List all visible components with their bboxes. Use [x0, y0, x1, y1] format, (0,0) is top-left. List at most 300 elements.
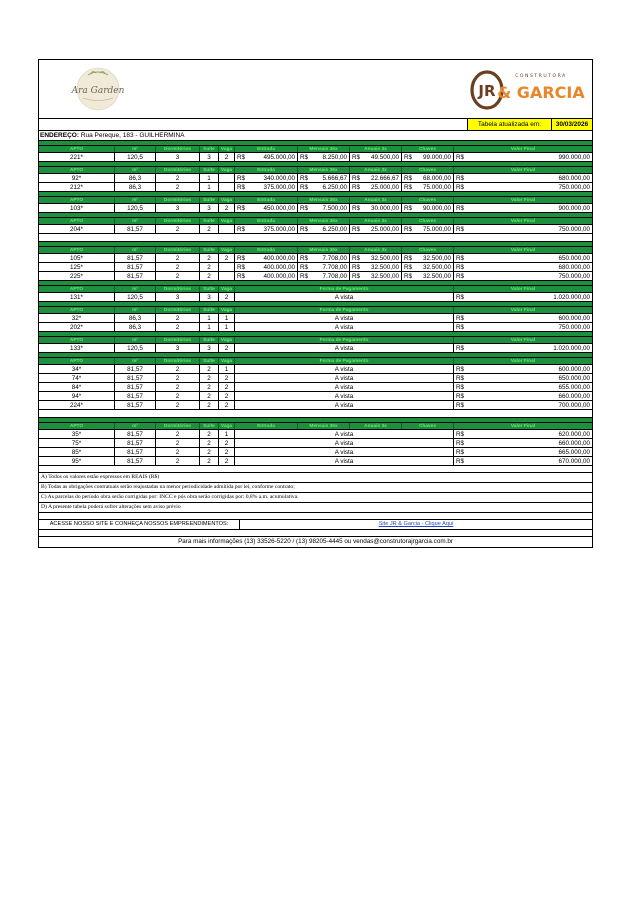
header-m2: m²	[115, 247, 156, 253]
header-vaga: Vaga	[219, 218, 235, 224]
anuais-cell	[350, 225, 402, 233]
entrada-cell	[235, 183, 298, 191]
apto-cell: 125*	[39, 263, 115, 271]
final-cell	[454, 204, 592, 212]
currency-symbol: R$	[456, 255, 465, 262]
currency-symbol: R$	[352, 154, 361, 161]
final-cell	[454, 439, 592, 447]
mensais-cell	[298, 254, 350, 262]
entrada-cell	[235, 153, 298, 161]
header-mensais: Mensais 36x	[298, 146, 350, 152]
currency-symbol: R$	[456, 449, 465, 456]
vaga-cell	[219, 183, 235, 191]
anuais-cell-value: 32.500,00	[370, 255, 399, 262]
currency-symbol: R$	[456, 345, 465, 352]
header-suite: Suíte	[200, 167, 219, 173]
suite-cell: 1	[200, 183, 219, 191]
table-row	[39, 254, 592, 263]
header-final: Valor Final	[510, 308, 536, 313]
currency-symbol: R$	[352, 226, 361, 233]
header-m2: m²	[115, 197, 156, 203]
address-prefix: ENDEREÇO:	[40, 132, 80, 139]
dorm-cell: 2	[156, 430, 200, 438]
currency-symbol: R$	[456, 175, 465, 182]
currency-symbol: R$	[404, 184, 413, 191]
header-mensais: Mensais 36x	[298, 423, 350, 429]
final-cell	[454, 457, 592, 465]
header-entrada: Entrada	[235, 167, 298, 173]
forma-cell: A vista	[235, 430, 454, 438]
chaves-cell-value: 75.000,00	[422, 226, 451, 233]
suite-cell: 3	[200, 344, 219, 352]
chaves-cell	[402, 174, 454, 182]
m2-cell: 81,57	[115, 365, 156, 373]
final-cell	[454, 153, 592, 161]
final-cell	[454, 374, 592, 382]
m2-cell: 86,3	[115, 183, 156, 191]
apto-cell: 202*	[39, 323, 115, 331]
vaga-cell	[219, 263, 235, 271]
address-text: Rua Pereque, 183 - GUILHERMINA	[80, 132, 185, 139]
logo-right-tag: CONSTRUTORA	[515, 74, 567, 79]
entrada-cell-value: 450.000,00	[263, 205, 295, 212]
header-entrada: Entrada	[235, 423, 298, 429]
suite-cell: 3	[200, 293, 219, 301]
forma-cell: A vista	[235, 314, 454, 322]
currency-symbol: R$	[456, 393, 465, 400]
dorm-cell: 2	[156, 174, 200, 182]
mensais-cell-value: 7.500,00	[322, 205, 347, 212]
currency-symbol: R$	[300, 205, 309, 212]
chaves-cell	[402, 225, 454, 233]
header-apto: APTO	[39, 146, 115, 152]
header-forma: Forma de Pagamento	[235, 307, 454, 313]
currency-symbol: R$	[404, 205, 413, 212]
final-cell	[454, 448, 592, 456]
header-m2: m²	[115, 307, 156, 313]
table-header-row	[39, 247, 592, 254]
mensais-cell-value: 5.666,67	[322, 175, 347, 182]
chaves-cell	[402, 153, 454, 161]
table-row	[39, 225, 592, 234]
update-row	[39, 119, 592, 131]
chaves-cell-value: 68.000,00	[422, 175, 451, 182]
dorm-cell: 2	[156, 225, 200, 233]
header-final: Valor Final	[510, 338, 536, 343]
apto-cell: 75*	[39, 439, 115, 447]
apto-cell: 105*	[39, 254, 115, 262]
currency-symbol: R$	[352, 205, 361, 212]
anuais-cell	[350, 153, 402, 161]
header-dorm: Dormitórios	[156, 146, 200, 152]
mensais-cell	[298, 263, 350, 271]
vaga-cell	[219, 174, 235, 182]
vaga-cell	[219, 225, 235, 233]
currency-symbol: R$	[404, 226, 413, 233]
table-header-row	[39, 167, 592, 174]
forma-cell: A vista	[235, 439, 454, 447]
currency-symbol: R$	[456, 205, 465, 212]
apto-cell: 85*	[39, 448, 115, 456]
anuais-cell	[350, 204, 402, 212]
header-suite: Suíte	[200, 286, 219, 292]
dorm-cell: 2	[156, 448, 200, 456]
final-cell-value: 650.000,00	[558, 255, 590, 262]
suite-cell: 2	[200, 254, 219, 262]
header-dorm: Dormitórios	[156, 423, 200, 429]
currency-symbol: R$	[300, 175, 309, 182]
vaga-cell: 2	[219, 254, 235, 262]
header-apto: APTO	[39, 286, 115, 292]
chaves-cell-value: 32.500,00	[422, 273, 451, 280]
logo-left-text: Ara Garden	[71, 86, 125, 96]
header-apto: APTO	[39, 307, 115, 313]
suite-cell: 2	[200, 272, 219, 280]
dorm-cell: 2	[156, 374, 200, 382]
chaves-cell	[402, 183, 454, 191]
table-row	[39, 439, 592, 448]
currency-symbol: R$	[456, 294, 465, 301]
m2-cell: 86,3	[115, 314, 156, 322]
currency-symbol: R$	[237, 273, 246, 280]
m2-cell: 81,57	[115, 374, 156, 382]
final-cell	[454, 383, 592, 391]
header-anuais: Anuais 3x	[350, 167, 402, 173]
chaves-cell-value: 99.000,00	[422, 154, 451, 161]
final-cell-value: 750.000,00	[558, 226, 590, 233]
header-suite: Suíte	[200, 337, 219, 343]
header-dorm: Dormitórios	[156, 286, 200, 292]
note-line: D) A presente tabela poderá sofrer alterações sem aviso prévio	[39, 503, 592, 513]
spacer	[39, 234, 592, 242]
vaga-cell: 2	[219, 383, 235, 391]
vaga-cell: 1	[219, 365, 235, 373]
final-cell-value: 620.000,00	[558, 431, 590, 438]
header-dorm: Dormitórios	[156, 247, 200, 253]
apto-cell: 94*	[39, 392, 115, 400]
table-row	[39, 374, 592, 383]
currency-symbol: R$	[300, 154, 309, 161]
header-apto: APTO	[39, 247, 115, 253]
header-vaga: Vaga	[219, 358, 235, 364]
entrada-cell	[235, 204, 298, 212]
entrada-cell	[235, 225, 298, 233]
logo-right-brand: & GARCIA	[497, 83, 585, 102]
entrada-cell-value: 400.000,00	[263, 273, 295, 280]
vaga-cell: 2	[219, 204, 235, 212]
currency-symbol: R$	[300, 226, 309, 233]
chaves-cell-value: 32.500,00	[422, 255, 451, 262]
dorm-cell: 2	[156, 457, 200, 465]
header-forma: Forma de Pagamento	[235, 337, 454, 343]
currency-symbol: R$	[352, 273, 361, 280]
header-chaves: Chaves	[402, 167, 454, 173]
header-suite: Suíte	[200, 307, 219, 313]
header-dorm: Dormitórios	[156, 197, 200, 203]
currency-symbol: R$	[456, 440, 465, 447]
dorm-cell: 2	[156, 383, 200, 391]
m2-cell: 81,57	[115, 383, 156, 391]
m2-cell: 81,57	[115, 263, 156, 271]
final-cell	[454, 323, 592, 331]
table-header-row	[39, 146, 592, 153]
anuais-cell	[350, 174, 402, 182]
table-header-row	[39, 286, 592, 293]
vaga-cell: 2	[219, 344, 235, 352]
final-cell	[454, 254, 592, 262]
m2-cell: 81,57	[115, 439, 156, 447]
dorm-cell: 2	[156, 392, 200, 400]
address-row	[39, 131, 592, 141]
header-m2: m²	[115, 286, 156, 292]
final-cell-value: 750.000,00	[558, 273, 590, 280]
table-row	[39, 392, 592, 401]
currency-symbol: R$	[237, 226, 246, 233]
header-dorm: Dormitórios	[156, 307, 200, 313]
mensais-cell-value: 7.708,00	[322, 264, 347, 271]
m2-cell: 81,57	[115, 272, 156, 280]
anuais-cell	[350, 263, 402, 271]
dorm-cell: 2	[156, 263, 200, 271]
m2-cell: 120,5	[115, 344, 156, 352]
vaga-cell: 2	[219, 293, 235, 301]
forma-cell: A vista	[235, 383, 454, 391]
header-vaga: Vaga	[219, 307, 235, 313]
vaga-cell: 1	[219, 430, 235, 438]
header-anuais: Anuais 3x	[350, 146, 402, 152]
dorm-cell: 2	[156, 314, 200, 322]
entrada-cell-value: 495.000,00	[263, 154, 295, 161]
m2-cell: 120,5	[115, 153, 156, 161]
suite-cell: 2	[200, 383, 219, 391]
forma-cell: A vista	[235, 401, 454, 409]
apto-cell: 74*	[39, 374, 115, 382]
table-row	[39, 344, 592, 353]
header-final: Valor Final	[510, 147, 536, 152]
suite-cell: 2	[200, 374, 219, 382]
mensais-cell	[298, 204, 350, 212]
header-suite: Suíte	[200, 218, 219, 224]
final-cell	[454, 225, 592, 233]
m2-cell: 81,57	[115, 448, 156, 456]
table-row	[39, 293, 592, 302]
spacer	[39, 466, 592, 473]
header-final: Valor Final	[510, 219, 536, 224]
header-chaves: Chaves	[402, 218, 454, 224]
chaves-cell	[402, 254, 454, 262]
m2-cell: 81,57	[115, 225, 156, 233]
final-cell	[454, 401, 592, 409]
vaga-cell: 1	[219, 323, 235, 331]
currency-symbol: R$	[237, 154, 246, 161]
mensais-cell-value: 6.250,00	[322, 184, 347, 191]
entrada-cell-value: 400.000,00	[263, 264, 295, 271]
mensais-cell-value: 7.708,00	[322, 273, 347, 280]
m2-cell: 81,57	[115, 254, 156, 262]
vaga-cell: 2	[219, 457, 235, 465]
dorm-cell: 3	[156, 344, 200, 352]
spacer	[39, 530, 592, 537]
currency-symbol: R$	[352, 264, 361, 271]
m2-cell: 81,57	[115, 401, 156, 409]
table-row	[39, 314, 592, 323]
suite-cell: 2	[200, 430, 219, 438]
currency-symbol: R$	[404, 264, 413, 271]
currency-symbol: R$	[404, 154, 413, 161]
currency-symbol: R$	[300, 273, 309, 280]
m2-cell: 86,3	[115, 323, 156, 331]
final-cell-value: 650.000,00	[558, 375, 590, 382]
mensais-cell	[298, 272, 350, 280]
final-cell-value: 1.020.000,00	[553, 345, 590, 352]
chaves-cell-value: 32.500,00	[422, 264, 451, 271]
apto-cell: 204*	[39, 225, 115, 233]
header-suite: Suíte	[200, 247, 219, 253]
currency-symbol: R$	[237, 264, 246, 271]
table-header-row	[39, 337, 592, 344]
currency-symbol: R$	[352, 175, 361, 182]
entrada-cell-value: 400.000,00	[263, 255, 295, 262]
currency-symbol: R$	[456, 366, 465, 373]
anuais-cell-value: 22.666,67	[370, 175, 399, 182]
mensais-cell	[298, 153, 350, 161]
header-apto: APTO	[39, 423, 115, 429]
dorm-cell: 2	[156, 323, 200, 331]
note-line: B) Todas as obrigações contratuais serão reajustadas na menor periodicidade admitida por lei, conforme contrato;	[39, 483, 592, 493]
currency-symbol: R$	[456, 226, 465, 233]
header-chaves: Chaves	[402, 146, 454, 152]
header-mensais: Mensais 36x	[298, 218, 350, 224]
forma-cell: A vista	[235, 457, 454, 465]
currency-symbol: R$	[404, 255, 413, 262]
vaga-cell: 2	[219, 374, 235, 382]
note-line: A) Todos os valores estão expressos em REAIS (R$)	[39, 473, 592, 483]
dorm-cell: 2	[156, 365, 200, 373]
final-cell	[454, 365, 592, 373]
currency-symbol: R$	[404, 273, 413, 280]
table-row	[39, 430, 592, 439]
apto-cell: 35*	[39, 430, 115, 438]
header-m2: m²	[115, 423, 156, 429]
final-cell-value: 700.000,00	[558, 402, 590, 409]
header-apto: APTO	[39, 218, 115, 224]
table-row	[39, 174, 592, 183]
table-row	[39, 183, 592, 192]
mensais-cell	[298, 183, 350, 191]
final-cell-value: 1.020.000,00	[553, 294, 590, 301]
site-label: ACESSE NOSSO SITE E CONHEÇA NOSSOS EMPREENDIMENTOS:	[39, 520, 240, 529]
apto-cell: 225*	[39, 272, 115, 280]
header-final: Valor Final	[510, 168, 536, 173]
entrada-cell	[235, 254, 298, 262]
final-cell-value: 655.000,00	[558, 384, 590, 391]
header-entrada: Entrada	[235, 218, 298, 224]
header-mensais: Mensais 36x	[298, 197, 350, 203]
final-cell	[454, 174, 592, 182]
table-row	[39, 323, 592, 332]
currency-symbol: R$	[456, 154, 465, 161]
final-cell	[454, 392, 592, 400]
m2-cell: 81,57	[115, 430, 156, 438]
header-apto: APTO	[39, 358, 115, 364]
apto-cell: 221*	[39, 153, 115, 161]
ara-garden-logo	[53, 66, 143, 112]
apto-cell: 95*	[39, 457, 115, 465]
mensais-cell	[298, 174, 350, 182]
apto-cell: 92*	[39, 174, 115, 182]
entrada-cell	[235, 174, 298, 182]
note-line: C) As parcelas do período obra serão corrigidas por: INCC e pós obra serão corrigidas por: 0,8% a.m. acumulativa.	[39, 493, 592, 503]
currency-symbol: R$	[300, 255, 309, 262]
apto-cell: 133*	[39, 344, 115, 352]
dorm-cell: 2	[156, 183, 200, 191]
forma-cell: A vista	[235, 392, 454, 400]
currency-symbol: R$	[456, 184, 465, 191]
dorm-cell: 2	[156, 439, 200, 447]
final-cell-value: 670.000,00	[558, 458, 590, 465]
final-cell-value: 900.000,00	[558, 205, 590, 212]
currency-symbol: R$	[300, 184, 309, 191]
update-label: Tabela atualizada em:	[467, 119, 551, 130]
final-cell-value: 660.000,00	[558, 393, 590, 400]
table-header-row	[39, 358, 592, 365]
forma-cell: A vista	[235, 448, 454, 456]
suite-cell: 2	[200, 263, 219, 271]
update-date: 30/03/2026	[551, 119, 592, 130]
price-table-sheet	[38, 59, 593, 548]
apto-cell: 224*	[39, 401, 115, 409]
header-suite: Suíte	[200, 146, 219, 152]
table-header-row	[39, 197, 592, 204]
spacer	[39, 513, 592, 520]
m2-cell: 120,5	[115, 293, 156, 301]
chaves-cell-value: 75.000,00	[422, 184, 451, 191]
final-cell-value: 750.000,00	[558, 324, 590, 331]
vaga-cell: 2	[219, 448, 235, 456]
header-suite: Suíte	[200, 197, 219, 203]
header-mensais: Mensais 36x	[298, 167, 350, 173]
chaves-cell	[402, 204, 454, 212]
anuais-cell	[350, 183, 402, 191]
site-link[interactable]: Site JR & Garcia - Clique Aqui	[378, 521, 454, 527]
header-vaga: Vaga	[219, 167, 235, 173]
header-anuais: Anuais 3x	[350, 218, 402, 224]
table-row	[39, 153, 592, 162]
final-cell	[454, 293, 592, 301]
anuais-cell	[350, 272, 402, 280]
mensais-cell-value: 8.250,00	[322, 154, 347, 161]
final-cell-value: 665.000,00	[558, 449, 590, 456]
final-cell-value: 680.000,00	[558, 175, 590, 182]
m2-cell: 81,57	[115, 457, 156, 465]
entrada-cell-value: 340.000,00	[263, 175, 295, 182]
forma-cell: A vista	[235, 323, 454, 331]
table-row	[39, 448, 592, 457]
header-final: Valor Final	[510, 248, 536, 253]
header-vaga: Vaga	[219, 197, 235, 203]
header-final: Valor Final	[510, 287, 536, 292]
final-cell-value: 990.000,00	[558, 154, 590, 161]
final-cell	[454, 314, 592, 322]
header-vaga: Vaga	[219, 146, 235, 152]
table-row	[39, 263, 592, 272]
final-cell	[454, 183, 592, 191]
suite-cell: 1	[200, 174, 219, 182]
vaga-cell: 2	[219, 392, 235, 400]
logo-right-initials: JR	[478, 82, 496, 100]
header-chaves: Chaves	[402, 423, 454, 429]
table-header-row	[39, 218, 592, 225]
